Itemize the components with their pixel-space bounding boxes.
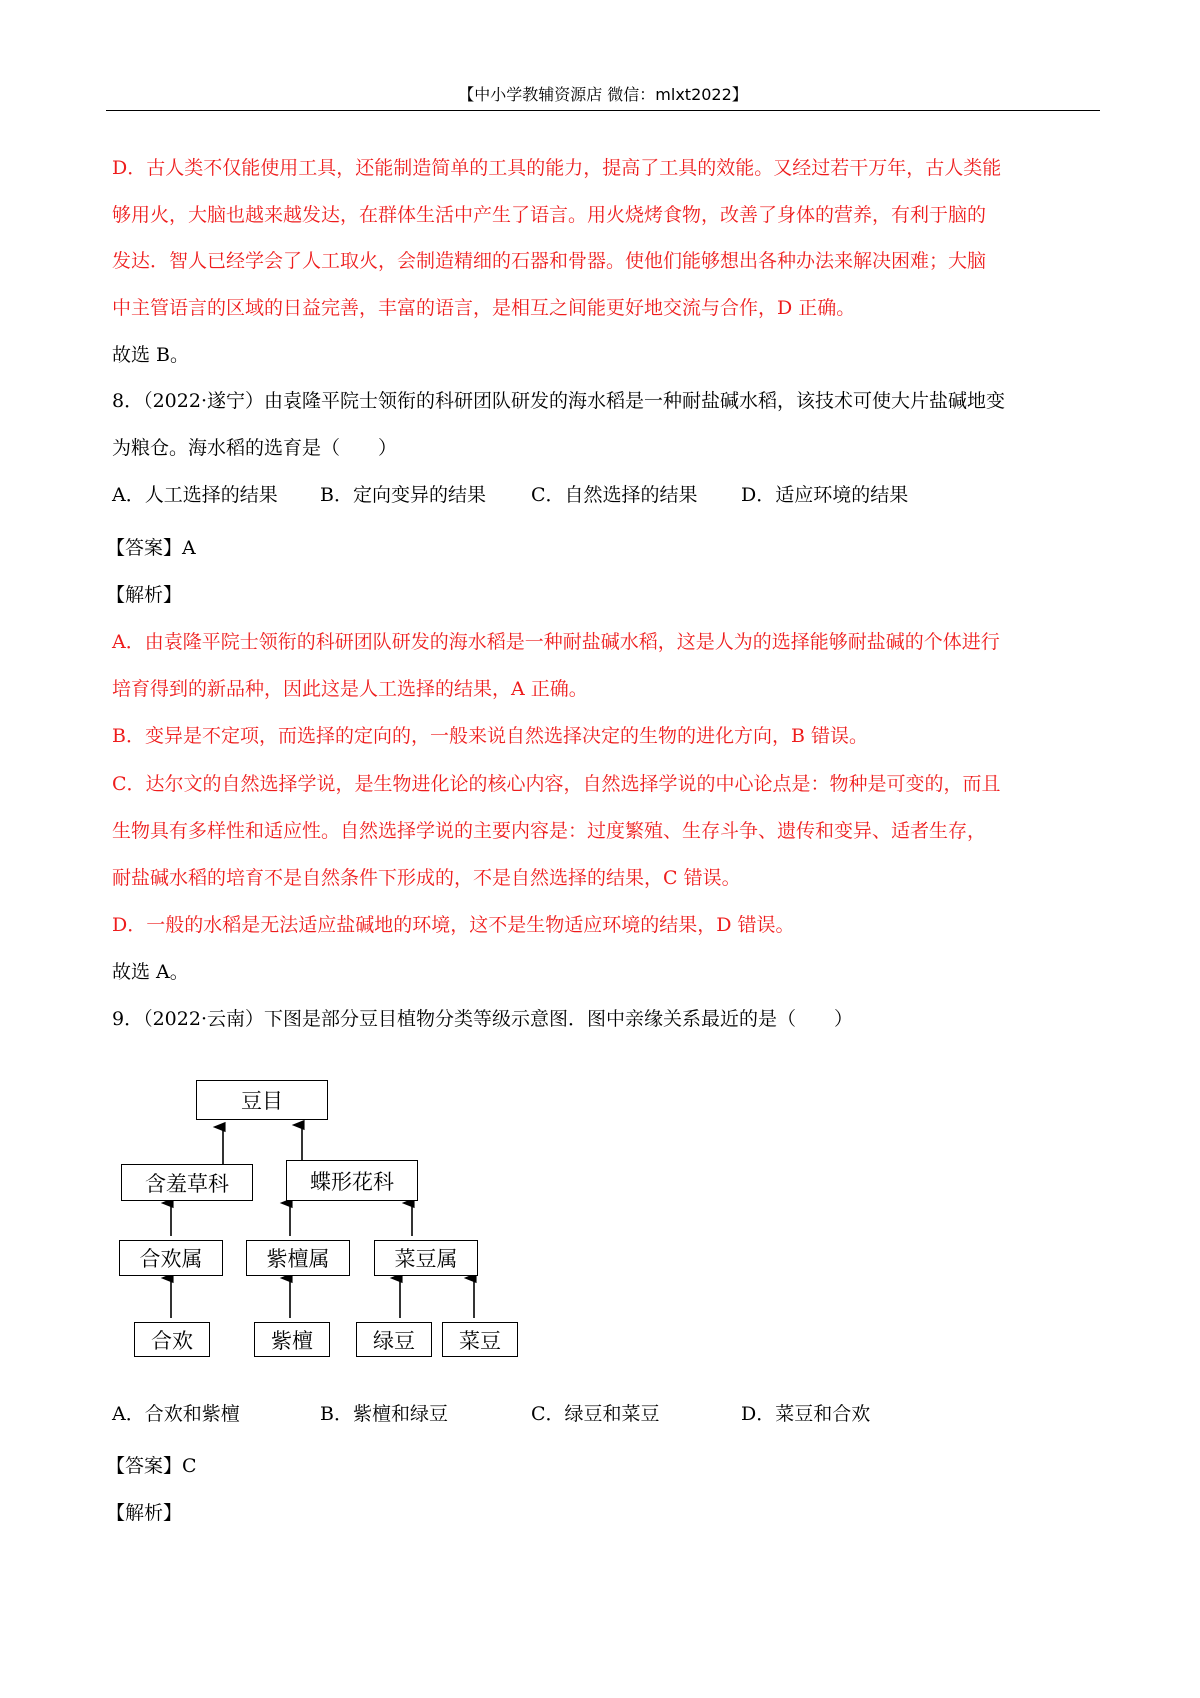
- q9-answer-label: 【答案】: [106, 1455, 183, 1477]
- q8-stem-line: 8．（2022·遂宁）由袁隆平院士领衔的科研团队研发的海水稻是一种耐盐碱水稻，该技术可使大片盐碱地变: [112, 390, 1005, 412]
- node-species-mung-bean: 绿豆: [356, 1322, 432, 1357]
- q8-analysis-line: C．达尔文的自然选择学说，是生物进化论的核心内容，自然选择学说的中心论点是：物种是可变的，而且: [112, 773, 1001, 795]
- q8-analysis-label: 【解析】: [106, 584, 183, 606]
- node-family-papilionaceae: 蝶形花科: [286, 1160, 418, 1201]
- q8-answer: [106, 534, 196, 562]
- q8-analysis-line: 生物具有多样性和适应性。自然选择学说的主要内容是：过度繁殖、生存斗争、遗传和变异、适者生存，: [112, 820, 987, 842]
- node-species-albizia: 合欢: [134, 1322, 210, 1357]
- q8-answer-value: A: [182, 537, 196, 559]
- q8-analysis-line: D．一般的水稻是无法适应盐碱地的环境，这不是生物适应环境的结果，D 错误。: [112, 914, 795, 936]
- prev-explanation-line: D．古人类不仅能使用工具，还能制造简单的工具的能力，提高了工具的效能。又经过若干万年，古人类能: [112, 157, 1002, 179]
- q9-option-a: A．合欢和紫檀: [112, 1403, 240, 1425]
- q9-option-d: D．菜豆和合欢: [741, 1403, 871, 1425]
- q9-option-b: B．紫檀和绿豆: [320, 1403, 448, 1425]
- node-genus-phaseolus: 菜豆属: [374, 1240, 478, 1276]
- prev-explanation-line: 够用火，大脑也越来越发达，在群体生活中产生了语言。用火烧烤食物，改善了身体的营养，有利于脑的: [112, 204, 987, 226]
- node-species-pterocarpus: 紫檀: [254, 1322, 330, 1357]
- header-divider: [106, 110, 1100, 111]
- page-header: 【中小学教辅资源店 微信：mlxt2022】: [458, 85, 748, 104]
- q8-analysis-line: B．变异是不定项，而选择的定向的，一般来说自然选择决定的生物的进化方向，B 错误。: [112, 725, 868, 747]
- q9-answer-value: C: [182, 1455, 197, 1477]
- prev-conclusion: 故选 B。: [112, 344, 190, 366]
- q8-option-d: D．适应环境的结果: [741, 484, 909, 506]
- node-genus-albizia: 合欢属: [119, 1240, 223, 1276]
- q8-analysis-line: 耐盐碱水稻的培育不是自然条件下形成的，不是自然选择的结果，C 错误。: [112, 867, 741, 889]
- node-family-mimosa: 含羞草科: [121, 1164, 253, 1201]
- q8-analysis-line: A．由袁隆平院士领衔的科研团队研发的海水稻是一种耐盐碱水稻，这是人为的选择能够耐盐碱的个体进行: [112, 631, 1000, 653]
- node-order: 豆目: [196, 1080, 328, 1120]
- q9-option-c: C．绿豆和菜豆: [531, 1403, 660, 1425]
- q8-option-c: C．自然选择的结果: [531, 484, 698, 506]
- prev-explanation-line: 中主管语言的区域的日益完善，丰富的语言，是相互之间能更好地交流与合作，D 正确。: [112, 297, 856, 319]
- q8-option-a: A．人工选择的结果: [112, 484, 278, 506]
- q8-analysis-line: 培育得到的新品种，因此这是人工选择的结果，A 正确。: [112, 678, 588, 700]
- q8-conclusion: 故选 A。: [112, 961, 189, 983]
- q9-analysis-label: 【解析】: [106, 1502, 183, 1524]
- prev-explanation-line: 发达．智人已经学会了人工取火，会制造精细的石器和骨器。使他们能够想出各种办法来解决困难；大脑: [112, 250, 987, 272]
- q9-stem: 9．（2022·云南）下图是部分豆目植物分类等级示意图．图中亲缘关系最近的是（ ）: [112, 1008, 853, 1030]
- q8-stem-line: 为粮仓。海水稻的选育是（ ）: [112, 437, 398, 459]
- q9-answer: [106, 1452, 197, 1480]
- q8-option-b: B．定向变异的结果: [320, 484, 486, 506]
- node-genus-pterocarpus: 紫檀属: [246, 1240, 350, 1276]
- node-species-bean: 菜豆: [442, 1322, 518, 1357]
- q8-answer-label: 【答案】: [106, 537, 183, 559]
